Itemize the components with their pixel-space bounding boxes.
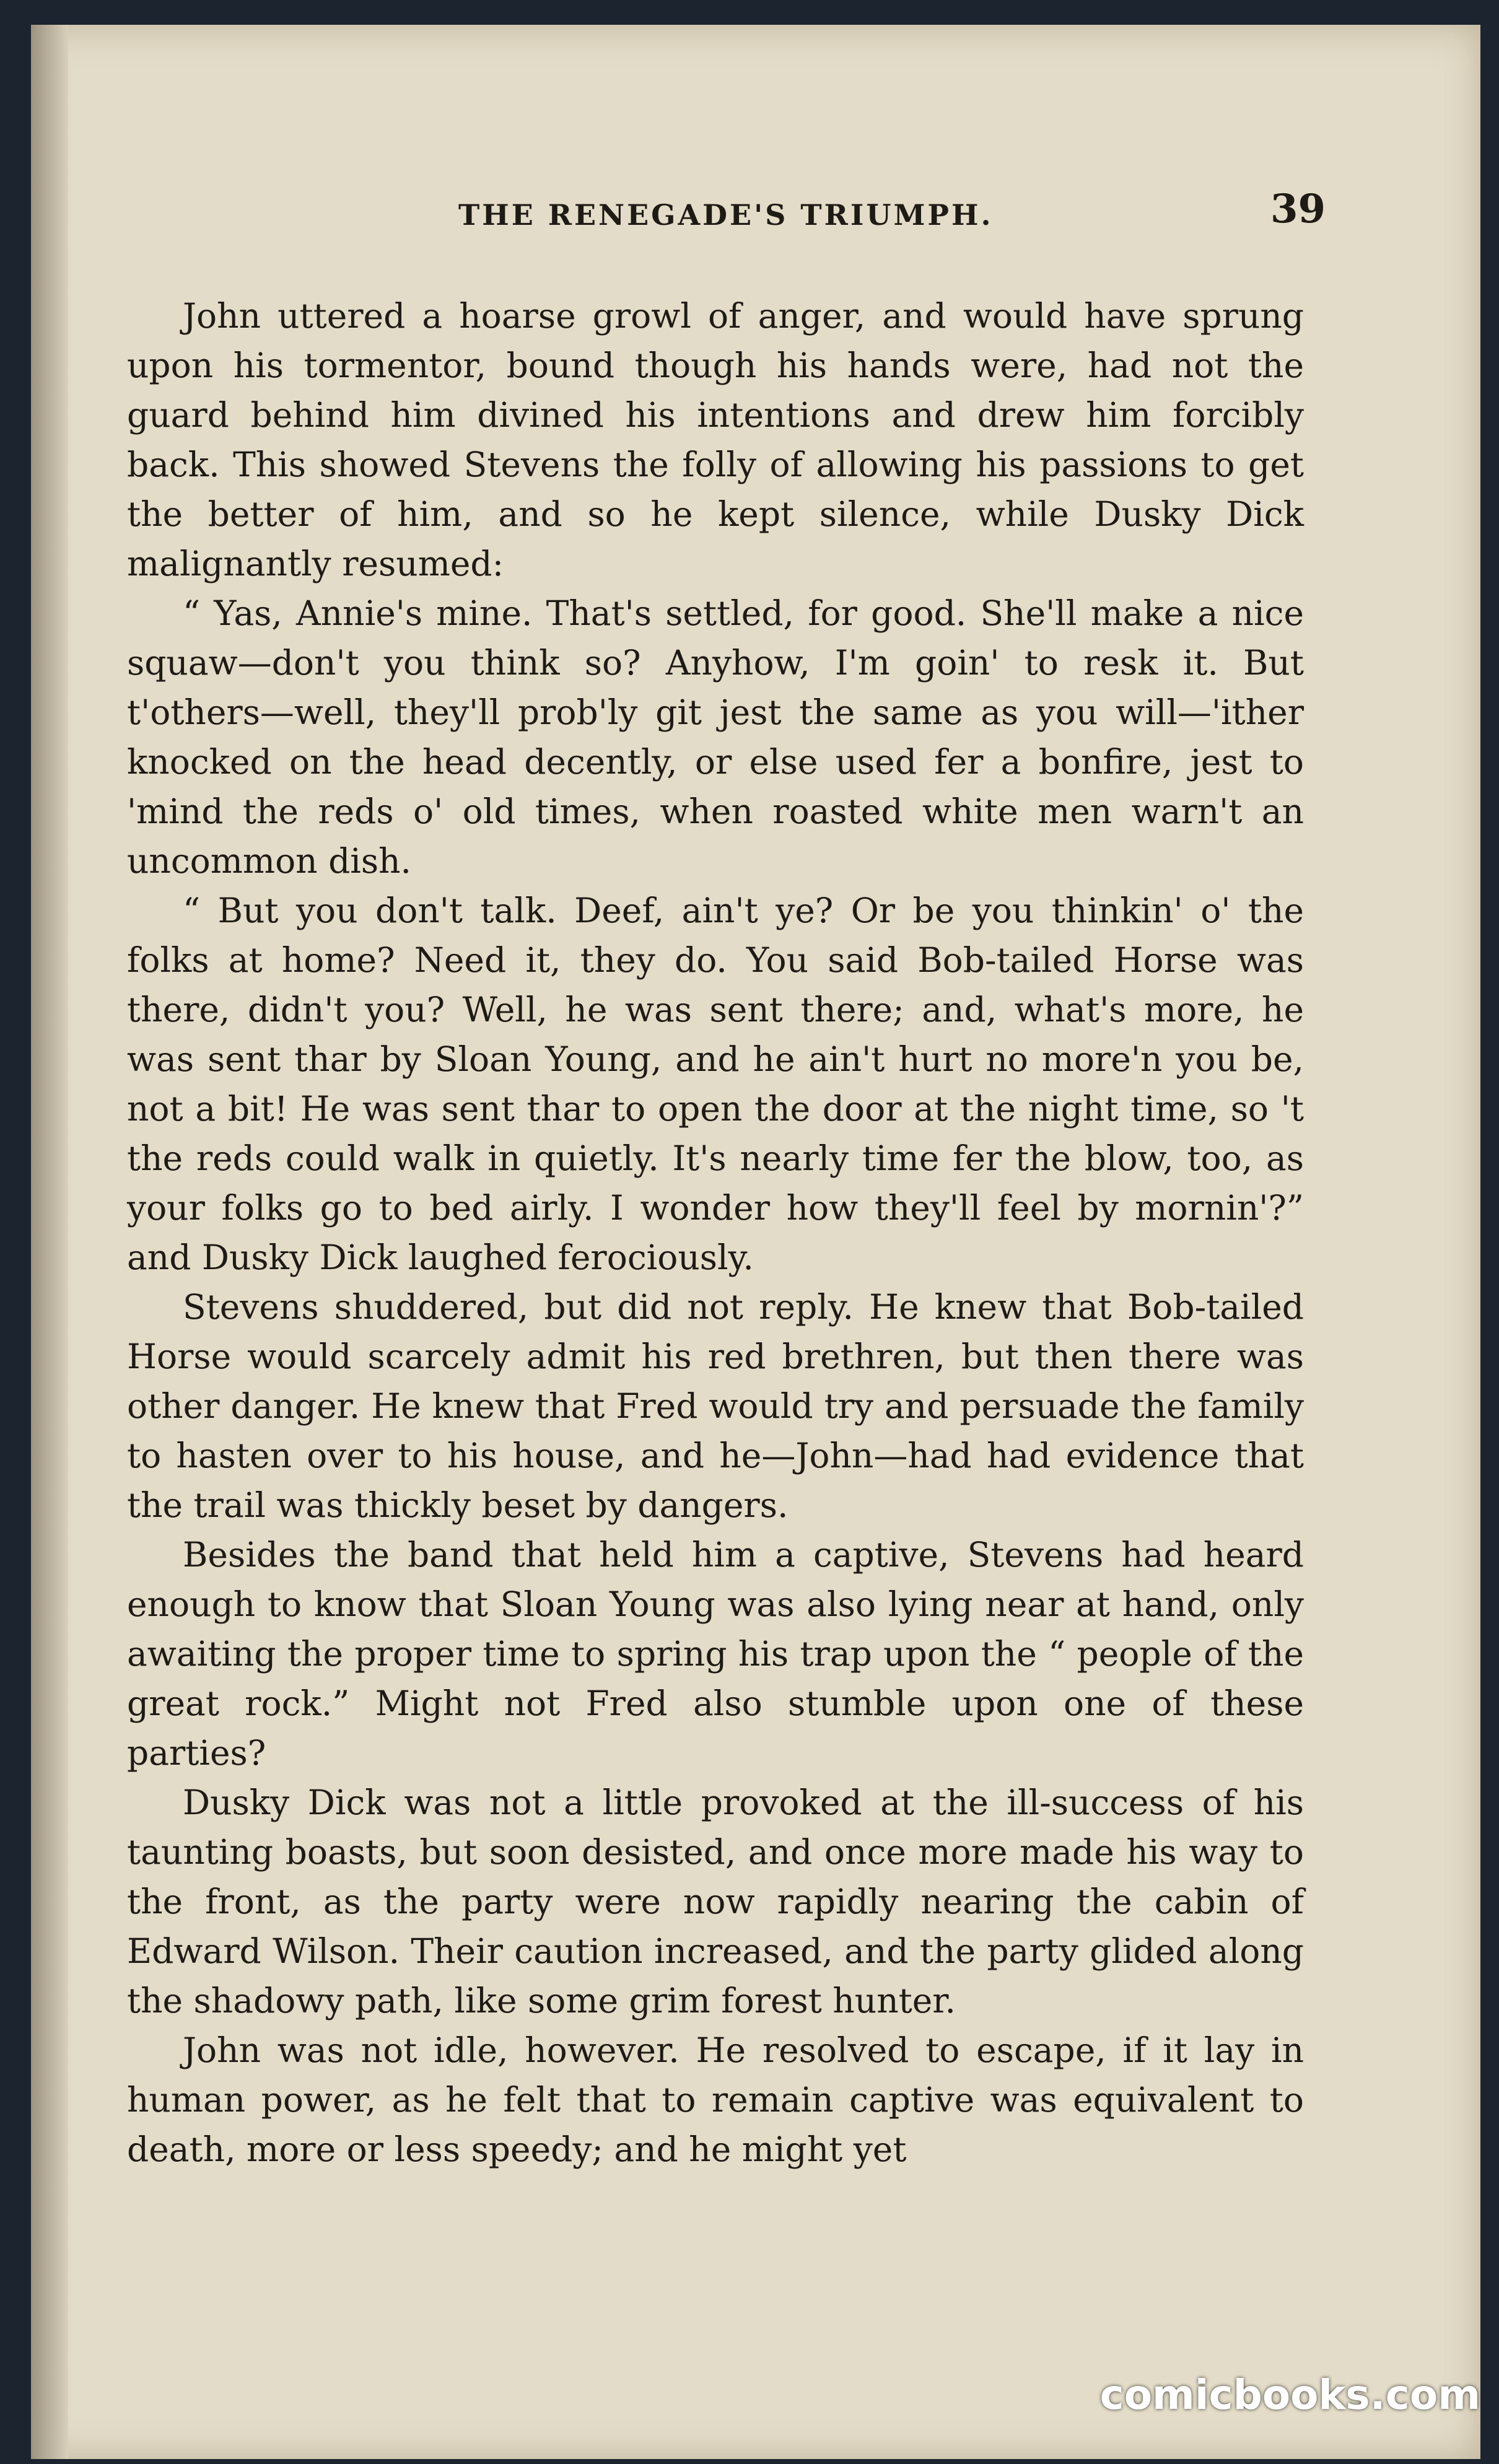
body-text — [127, 291, 1304, 2174]
paragraph: Stevens shuddered, but did not reply. He knew that Bob-tailed Horse would scarcely admit his red brethren, but then there was other danger. He knew that Fred would try and persuade the family to hasten over to his house, and he—John—had had evidence that the trail was thickly beset by dangers. — [127, 1287, 1304, 1525]
paragraph: Dusky Dick was not a little provoked at the ill-success of his taunting boasts, but soon desisted, and once more made his way to the front, as the party were now rapidly nearing the cabin of Edward Wilson. Their caution increased, and the party glided along the shadowy path, like some grim forest hunter. — [127, 1783, 1304, 2021]
paragraph: John was not idle, however. He resolved to escape, if it lay in human power, as he felt that to remain captive was equivalent to death, more or less speedy; and he might yet — [127, 2030, 1304, 2169]
page-gutter — [31, 25, 68, 2459]
site-watermark: comicbooks.com — [1099, 2371, 1480, 2419]
paragraph: John uttered a hoarse growl of anger, and would have sprung upon his tormentor, bound though his hands were, had not the guard behind him divined his intentions and drew him forcibly back. This showed Stevens the folly of allowing his passions to get the better of him, and so he kept silence, while Dusky Dick malignantly resumed: — [127, 296, 1304, 583]
page-number: 39 — [1270, 186, 1326, 232]
running-header: THE RENEGADE'S TRIUMPH. — [458, 198, 994, 232]
paragraph: Besides the band that held him a captive, Stevens had heard enough to know that Sloan Young was also lying near at hand, only awaiting the proper time to spring his trap upon the “ people of the great rock.” Might not Fred also stumble upon one of these parties? — [127, 1535, 1304, 1773]
paragraph: “ Yas, Annie's mine. That's settled, for good. She'll make a nice squaw—don't you think so? Anyhow, I'm goin' to resk it. But t'others—well, they'll prob'ly git jest the same as you will—'ither knocked on the head decently, or else used fer a bonfire, jest to 'mind the reds o' old times, when roasted white men warn't an uncommon dish. — [127, 593, 1304, 881]
paragraph: “ But you don't talk. Deef, ain't ye? Or be you thinkin' o' the folks at home? Need it, they do. You said Bob-tailed Horse was there, didn't you? Well, he was sent there; and, what's more, he was sent thar by Sloan Young, and he ain't hurt no more'n you be, not a bit! He was sent thar to open the door at the night time, so 't the reds could walk in quietly. It's nearly time fer the blow, too, as your folks go to bed airly. I wonder how they'll feel by mornin'?” and Dusky Dick laughed ferociously. — [127, 891, 1304, 1277]
